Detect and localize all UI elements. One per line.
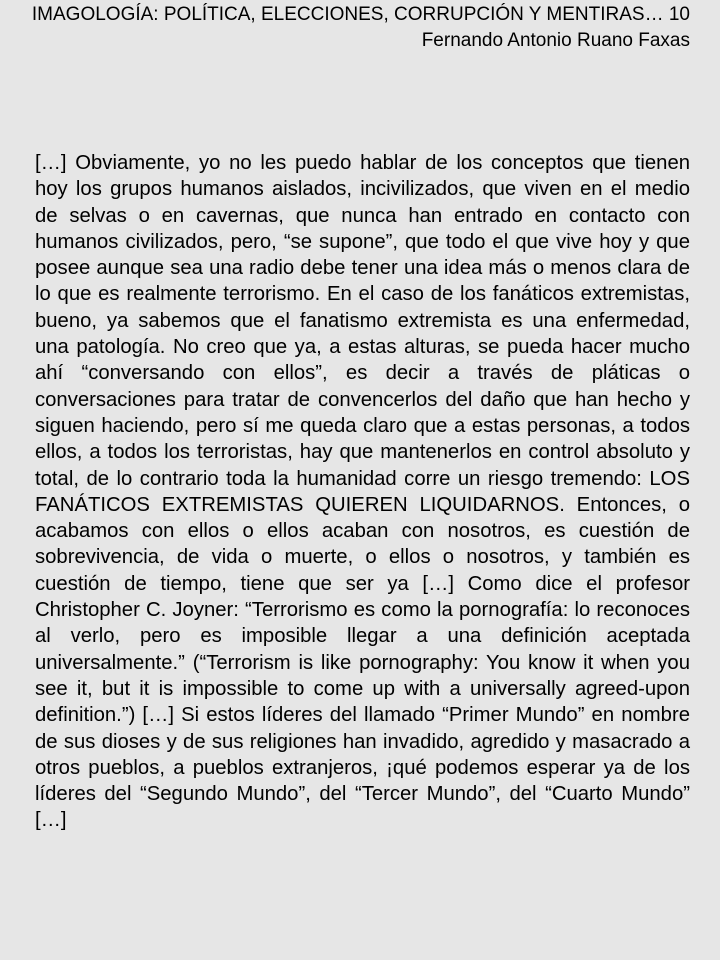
author-name: Fernando Antonio Ruano Faxas [421,30,690,51]
body-paragraph: […] Obviamente, yo no les puedo hablar de los conceptos que tienen hoy los grupos humanos aislados, incivilizados, que viven en el medio de selvas o en cavernas, que nunca han entrado en contacto con humanos civilizados, pero, “se supone”, que todo el que vive hoy y que posee aunque sea una radio debe tener una idea más o menos clara de lo que es realmente terrorismo. En el caso de los fanáticos extremistas, bueno, ya sabemos que el fanatismo extremista es una enfermedad, una patología. No creo que ya, a estas alturas, se pueda hacer mucho ahí “conversando con ellos”, es decir a través de pláticas o conversaciones para tratar de convencerlos del daño que han hecho y siguen haciendo, pero sí me queda claro que a estas personas, a todos ellos, a todos los terroristas, hay que mantenerlos en control absoluto y total, de lo contrario toda la humanidad corre un riesgo tremendo: LOS FANÁTICOS EXTREMISTAS QUIEREN LIQUIDARNOS. Entonces, o acabamos con ellos o ellos acaban con nosotros, es cuestión de sobrevivencia, de vida o muerte, o ellos o nosotros, y también es cuestión de tiempo, tiene que ser ya […] Como dice el profesor Christopher C. Joyner: “Terrorismo es como la pornografía: lo reconoces al verlo, pero es imposible llegar a una definición aceptada universalmente.” (“Terrorism is like pornography: You know it when you see it, but it is impossible to come up with a universally agreed-upon definition.”) […] Si estos líderes del llamado “Primer Mundo” en nombre de sus dioses y de sus religiones han invadido, agredido y masacrado a otros pueblos, a pueblos extranjeros, ¡qué podemos esperar ya de los líderes del “Segundo Mundo”, del “Tercer Mundo”, del “Cuarto Mundo” […] [35,152,690,832]
page-header [0,2,690,54]
running-title: IMAGOLOGÍA: POLÍTICA, ELECCIONES, CORRUPCIÓN Y MENTIRAS… 10 [31,4,690,25]
